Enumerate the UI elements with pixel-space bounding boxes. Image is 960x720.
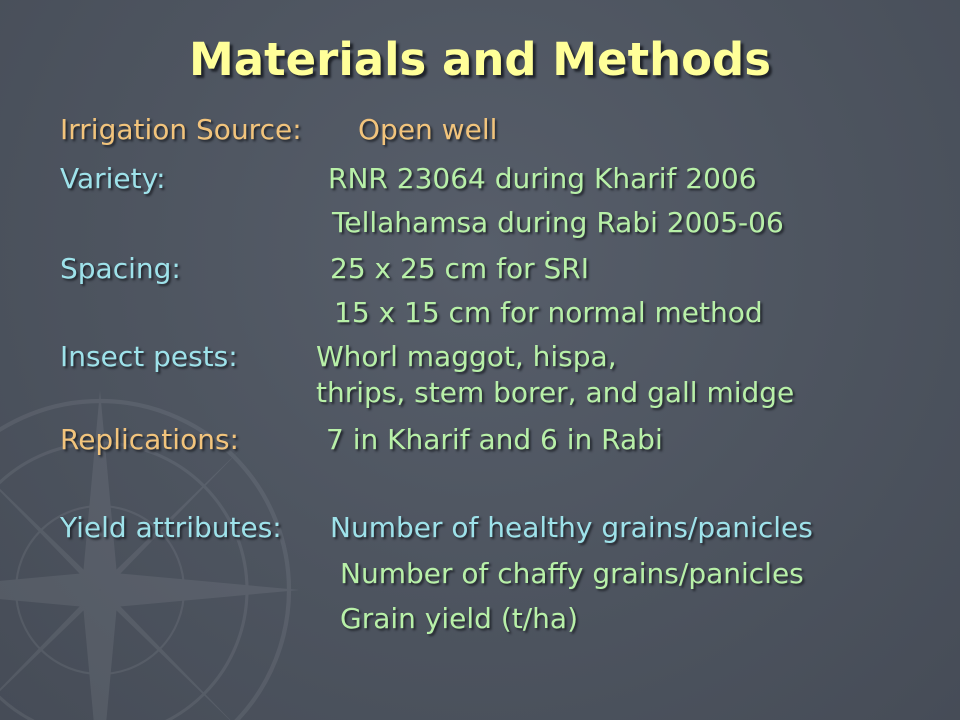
yield-attributes-value-2: Number of chaffy grains/panicles [340,557,804,590]
irrigation-value: Open well [358,113,498,146]
irrigation-label: Irrigation Source: [60,113,302,146]
replications-value: 7 in Kharif and 6 in Rabi [326,423,663,456]
replications-label: Replications: [60,423,239,456]
spacing-label: Spacing: [60,252,181,285]
insect-pests-label: Insect pests: [60,340,238,373]
variety-value-2: Tellahamsa during Rabi 2005-06 [332,206,784,239]
insect-pests-value-2: thrips, stem borer, and gall midge [316,376,795,409]
insect-pests-value-1: Whorl maggot, hispa, [316,340,617,373]
variety-label: Variety: [60,162,166,195]
slide-title: Materials and Methods [188,33,772,86]
yield-attributes-value-3: Grain yield (t/ha) [340,602,578,635]
spacing-value-1: 25 x 25 cm for SRI [330,252,589,285]
yield-attributes-label: Yield attributes: [60,511,282,544]
yield-attributes-value-1: Number of healthy grains/panicles [330,511,813,544]
spacing-value-2: 15 x 15 cm for normal method [334,296,763,329]
variety-value-1: RNR 23064 during Kharif 2006 [328,162,757,195]
